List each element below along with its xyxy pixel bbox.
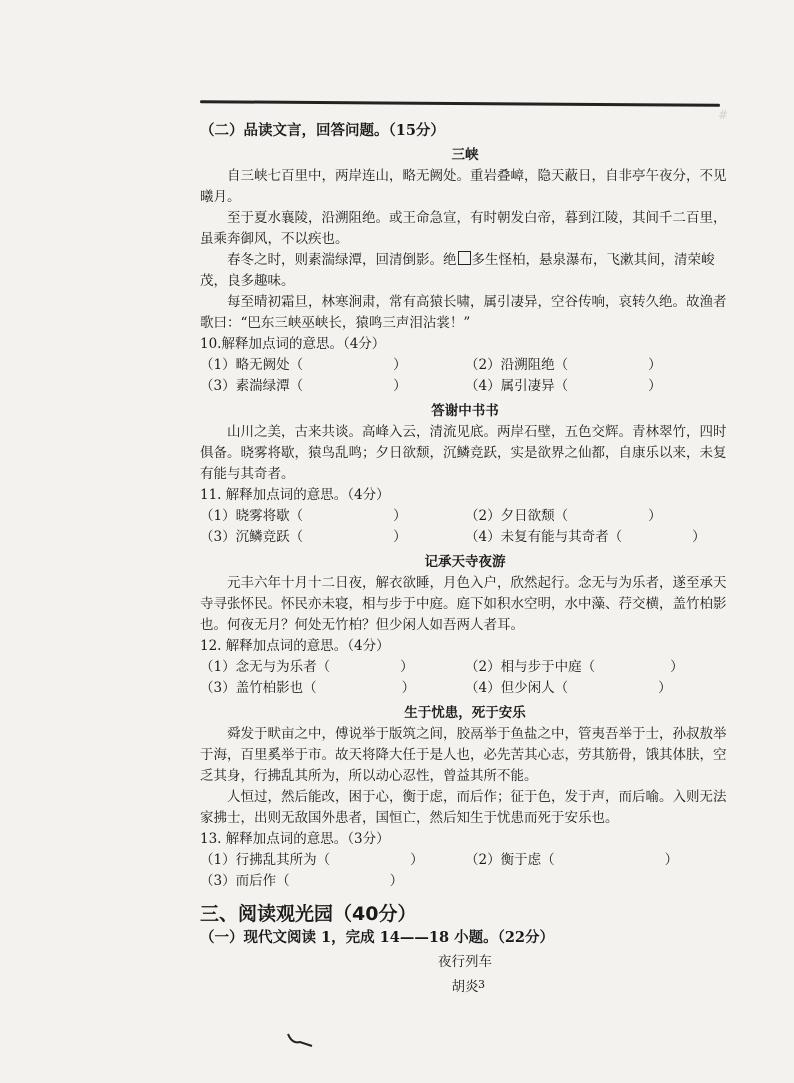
section-title: （二）品读文言，回答问题。（15分）: [200, 122, 445, 139]
question-row: [200, 678, 730, 699]
passage-title-daxie: 答谢中书书: [431, 403, 499, 419]
question-10: 10.解释加点词的意思。（4分）: [200, 336, 386, 352]
question-row: [200, 657, 730, 678]
answer-item[interactable]: （2）夕日欲颓（ ）: [465, 508, 662, 524]
answer-item[interactable]: （4）未复有能与其奇者（ ）: [465, 529, 706, 545]
passage-paragraph: 元丰六年十月十二日夜，解衣欲睡，月色入户，欣然起行。念无与为乐者，遂至承天寺寻张怀民。怀民亦未寝，相与步于中庭。庭下如积水空明，水中藻、荇交横，盖竹柏影也。何夜无月？何处无竹柏？但少闲人如吾两人者耳。: [200, 575, 727, 633]
answer-item[interactable]: （3）沉鳞竞跃（ ）: [200, 529, 407, 545]
answer-item[interactable]: （1）略无阙处（ ）: [200, 357, 407, 373]
question-12: 12. 解释加点词的意思。（4分）: [200, 638, 390, 654]
answer-item[interactable]: （3）而后作（ ）: [200, 873, 404, 889]
answer-item[interactable]: （3）盖竹柏影也（ ）: [200, 680, 416, 696]
question-row: [200, 506, 730, 527]
passage-title-sanxia: 三峡: [451, 147, 479, 163]
answer-item[interactable]: （4）属引凄异（ ）: [465, 378, 662, 394]
passage-title-youhuan: 生于忧患，死于安乐: [404, 705, 526, 721]
passage-paragraph: 自三峡七百里中，两岸连山，略无阙处。重岩叠嶂，隐天蔽日，自非亭午夜分，不见曦月。: [200, 168, 727, 205]
page-number: 3: [478, 978, 485, 991]
answer-item[interactable]: （3）素湍绿潭（ ）: [200, 378, 407, 394]
section3-part1: （一）现代文阅读 1，完成 14——18 小题。（22分）: [200, 929, 555, 946]
answer-item[interactable]: （1）行拂乱其所为（ ）: [200, 852, 424, 868]
question-row: [200, 527, 730, 548]
missing-char-box: [458, 251, 471, 265]
answer-item[interactable]: （1）念无与为乐者（ ）: [200, 659, 414, 675]
question-row: [200, 850, 730, 871]
answer-item[interactable]: （2）相与步于中庭（ ）: [465, 659, 684, 675]
article-author: 胡炎: [451, 979, 479, 995]
section3-title: 三、阅读观光园（40分）: [200, 903, 417, 925]
passage-paragraph: 每至晴初霜旦，林寒涧肃，常有高猿长啸，属引凄异，空谷传响，哀转久绝。故渔者歌曰：“巴东三峡巫峡长，猿鸣三声泪沾裳！”: [200, 294, 727, 331]
answer-item[interactable]: （2）衡于虑（ ）: [465, 852, 679, 868]
answer-item[interactable]: （1）晓雾将歇（ ）: [200, 508, 407, 524]
answer-item[interactable]: （2）沿溯阻绝（ ）: [465, 357, 662, 373]
question-row: [200, 376, 730, 397]
question-row: [200, 355, 730, 376]
question-row: [200, 871, 730, 892]
header-rule: [200, 100, 720, 107]
passage-title-chengtian: 记承天寺夜游: [424, 554, 506, 570]
passage-paragraph: 山川之美，古来共谈。高峰入云，清流见底。两岸石壁，五色交辉。青林翠竹，四时俱备。晓雾将歇，猿鸟乱鸣；夕日欲颓，沉鳞竞跃，实是欲界之仙都，自康乐以来，未复有能与其奇者。: [200, 424, 727, 482]
passage-paragraph: 人恒过，然后能改，困于心，衡于虑，而后作；征于色，发于声，而后喻。入则无法家拂士，出则无敌国外患者，国恒亡，然后知生于忧患而死于安乐也。: [200, 789, 727, 826]
question-11: 11. 解释加点词的意思。（4分）: [200, 487, 390, 503]
pen-mark-icon: [286, 1030, 316, 1050]
article-title: 夜行列车: [438, 954, 492, 970]
answer-item[interactable]: （4）但少闲人（ ）: [465, 680, 672, 696]
passage-paragraph: 舜发于畎亩之中，傅说举于版筑之间，胶鬲举于鱼盐之中，管夷吾举于士，孙叔敖举于海，百里奚举于市。故天将降大任于是人也，必先苦其心志，劳其筋骨，饿其体肤，空乏其身，行拂乱其所为，所以动心忍性，曾益其所不能。: [200, 726, 727, 784]
question-13: 13. 解释加点词的意思。（3分）: [200, 831, 390, 847]
bleed-through-text: #: [718, 108, 729, 122]
page-content: [200, 115, 730, 998]
passage-paragraph: 至于夏水襄陵，沿溯阻绝。或王命急宣，有时朝发白帝，暮到江陵，其间千二百里，虽乘奔御风，不以疾也。: [200, 210, 727, 247]
passage-paragraph: 春冬之时，则素湍绿潭，回清倒影。绝 多生怪柏，悬泉瀑布，飞漱其间，清荣峻茂，良多趣味。: [200, 252, 715, 289]
